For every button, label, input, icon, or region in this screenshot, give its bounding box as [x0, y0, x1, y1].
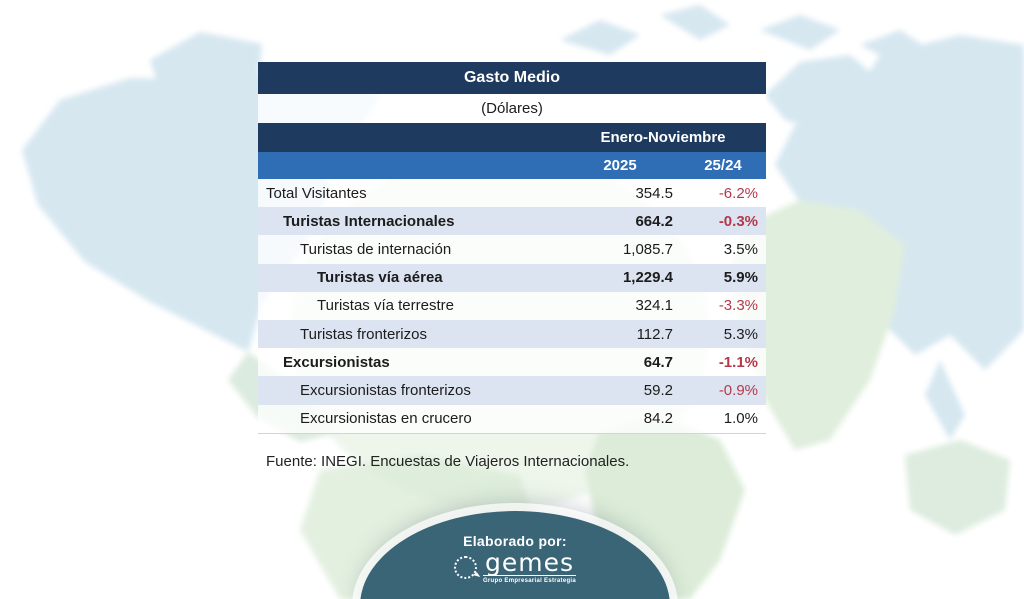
row-value: 1,085.7: [622, 240, 673, 258]
row-label: Excursionistas en crucero: [300, 410, 472, 428]
table-row: [258, 320, 766, 348]
table-row: [258, 292, 766, 320]
row-pct: -1.1%: [718, 353, 758, 371]
row-value: 84.2: [643, 410, 673, 428]
elaborado-label: Elaborado por:: [463, 533, 567, 549]
table-row: [258, 405, 766, 433]
row-value: 324.1: [635, 297, 673, 315]
table-subtitle: (Dólares): [481, 100, 543, 117]
column-header-2025: 2025: [603, 157, 637, 174]
gemes-dotted-circle-icon: [454, 556, 477, 579]
column-header-bar: [258, 152, 766, 179]
period-header-label: Enero-Noviembre: [600, 129, 726, 146]
table-subtitle-bar: [258, 94, 766, 123]
row-label: Turistas vía aérea: [317, 269, 443, 287]
table-row: [258, 264, 766, 292]
row-pct: 5.3%: [723, 325, 758, 343]
row-label: Excursionistas fronterizos: [300, 381, 471, 399]
source-note: Fuente: INEGI. Encuestas de Viajeros Internacionales.: [266, 453, 630, 470]
gemes-logo-wordmark: gemes: [485, 548, 575, 577]
gemes-logo: [454, 548, 577, 584]
row-pct: 5.9%: [723, 269, 758, 287]
row-pct: 3.5%: [723, 240, 758, 258]
row-value: 112.7: [636, 325, 673, 343]
row-pct: -3.3%: [718, 297, 758, 315]
row-label: Turistas fronterizos: [300, 325, 427, 343]
row-value: 354.5: [635, 184, 673, 202]
table-row: [258, 207, 766, 235]
row-value: 64.7: [643, 353, 673, 371]
row-pct: -6.2%: [718, 184, 758, 202]
table-title-bar: [258, 62, 766, 94]
table-row: [258, 235, 766, 263]
gemes-logo-text-block: [482, 548, 577, 584]
gemes-logo-tagline: Grupo Empresarial Estrategia: [482, 577, 577, 584]
row-pct: -0.9%: [718, 381, 758, 399]
row-pct: -0.3%: [718, 212, 758, 230]
table-row: [258, 179, 766, 207]
row-value: 1,229.4: [622, 269, 673, 287]
row-label: Total Visitantes: [266, 184, 367, 202]
row-label: Excursionistas: [283, 353, 390, 371]
table-bottom-border: [258, 433, 766, 434]
row-value: 664.2: [635, 212, 673, 230]
row-label: Turistas vía terrestre: [317, 297, 454, 315]
table-row: [258, 348, 766, 376]
row-label: Turistas de internación: [300, 240, 452, 258]
row-pct: 1.0%: [723, 410, 758, 428]
table-title: Gasto Medio: [463, 69, 560, 86]
table-rows: [258, 179, 766, 433]
row-label: Turistas Internacionales: [283, 212, 455, 230]
row-value: 59.2: [643, 381, 673, 399]
gasto-medio-table: [258, 62, 766, 434]
period-header-bar: [258, 123, 766, 152]
table-row: [258, 376, 766, 404]
column-header-2524: 25/24: [704, 157, 742, 174]
